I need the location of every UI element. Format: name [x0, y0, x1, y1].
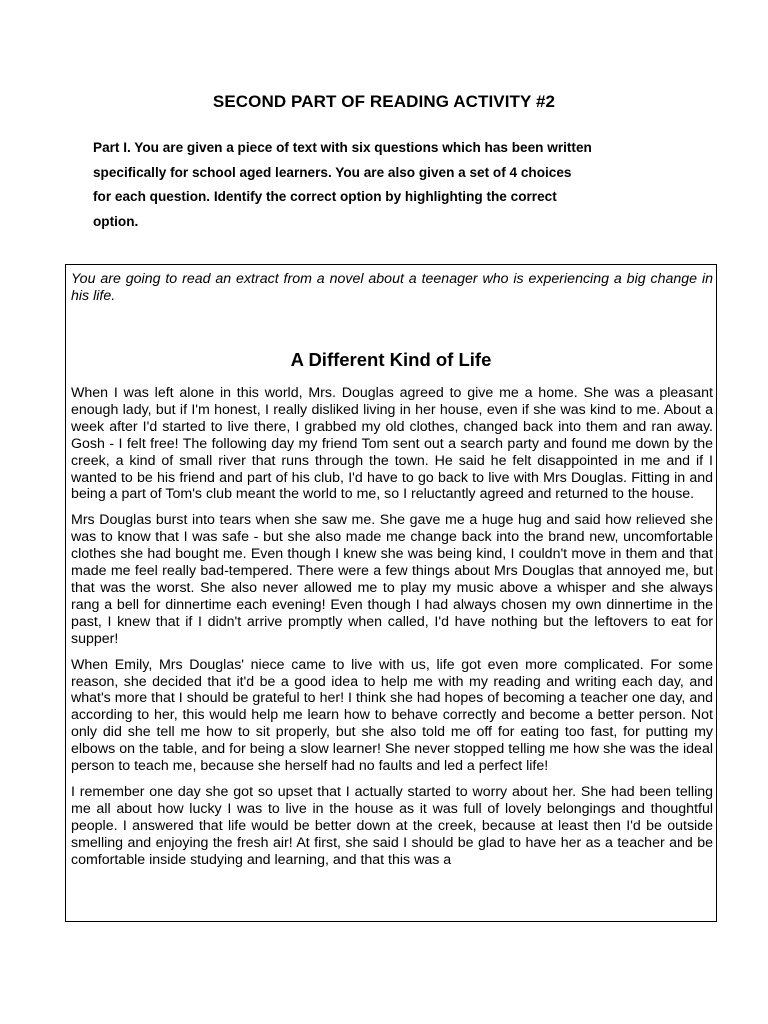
story-paragraph: Mrs Douglas burst into tears when she saw me. She gave me a huge hug and said how relieved she was to know that I was safe - but she also made me change back into the brand new, uncomfortable clothes she had bought me. Even though I knew she was being kind, I couldn't move in them and that made me feel really bad-tempered. There were a few things about Mrs Douglas that annoyed me, but that was the worst. She also never allowed me to play my music above a whisper and she always rang a bell for dinnertime each evening! Even though I had always chosen my own dinnertime in the past, I knew that if I didn't arrive promptly when called, I'd have nothing but the leftovers to eat for supper!	[71, 512, 713, 647]
story-title: A Different Kind of Life	[290, 349, 492, 370]
instructions-line: for each question. Identify the correct option by highlighting the correct	[93, 189, 557, 204]
instructions-line: option.	[93, 213, 139, 229]
story-body	[71, 385, 713, 877]
passage-intro: You are going to read an extract from a novel about a teenager who is experiencing a big change in his life.	[71, 271, 713, 304]
instructions-line: Part I. You are given a piece of text with six questions which has been written	[93, 140, 592, 155]
story-paragraph: When I was left alone in this world, Mrs. Douglas agreed to give me a home. She was a pleasant enough lady, but if I'm honest, I really disliked living in her house, even if she was kind to me. About a week after I'd started to live there, I grabbed my old clothes, changed back into them and ran away. Gosh - I felt free! The following day my friend Tom sent out a search party and found me down by the creek, a kind of small river that runs through the town. He said he felt disappointed in me and if I wanted to be his friend and part of his club, I'd have to go back to live with Mrs Douglas. Fitting in and being a part of Tom's club meant the world to me, so I reluctantly agreed and returned to the house.	[71, 385, 713, 503]
instructions-line: specifically for school aged learners. You are also given a set of 4 choices	[93, 164, 572, 180]
story-paragraph: I remember one day she got so upset that I actually started to worry about her. She had been telling me all about how lucky I was to live in the house as it was full of lovely belongings and thoughtful people. I answered that life would be better down at the creek, because at least then I'd be outside smelling and enjoying the fresh air! At first, she said I should be glad to have her as a teacher and be comfortable inside studying and learning, and that this was a	[71, 783, 713, 868]
story-paragraph: When Emily, Mrs Douglas' niece came to live with us, life got even more complicated. For some reason, she decided that it'd be a good idea to help me with my reading and writing each day, and what's more that I should be grateful to her! I think she had hopes of becoming a teacher one day, and according to her, this would help me learn how to behave correctly and become a better person. Not only did she tell me how to sit properly, but she also told me off for eating too fast, for putting my elbows on the table, and for being a slow learner! She never stopped telling me how she was the ideal person to teach me, because she herself had no faults and led a perfect life!	[71, 656, 713, 775]
passage-box	[65, 264, 717, 922]
instructions	[93, 136, 693, 234]
page-heading: SECOND PART OF READING ACTIVITY #2	[212, 92, 556, 111]
